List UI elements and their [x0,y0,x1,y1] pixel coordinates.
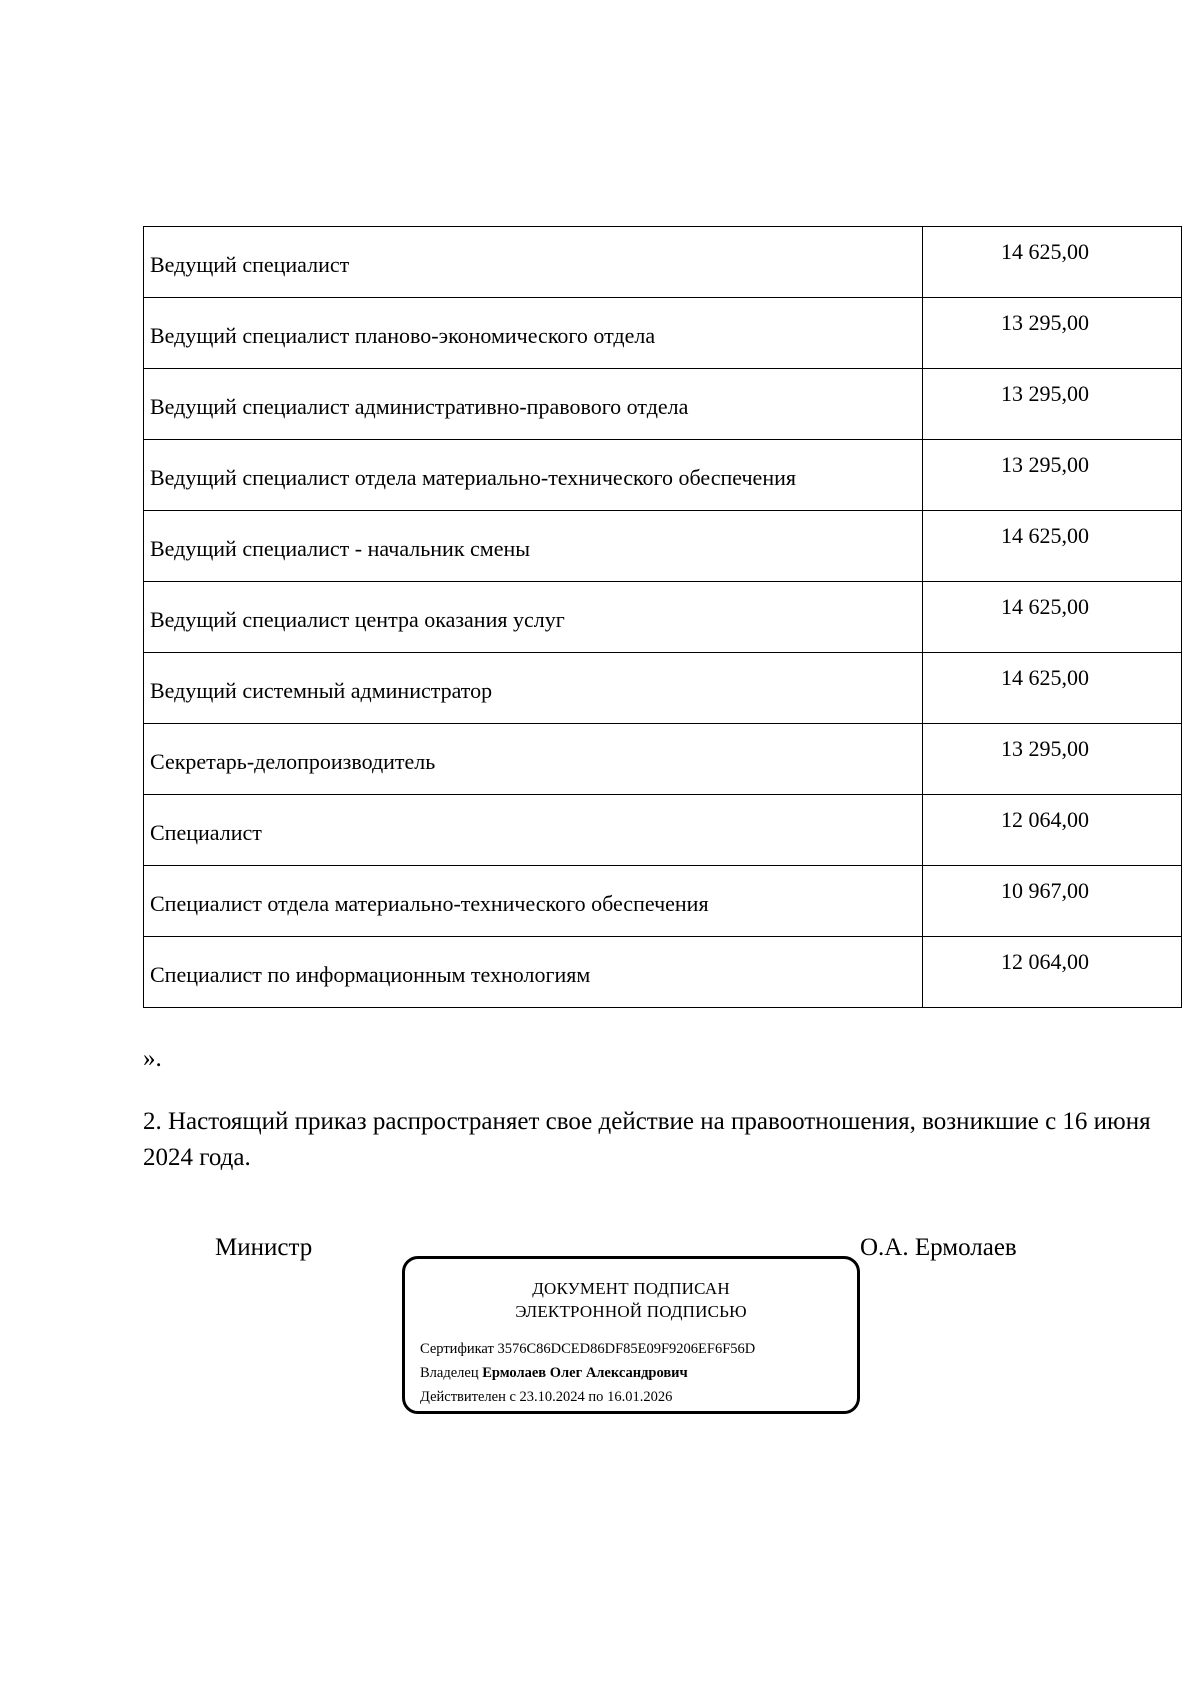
salary-amount-cell: 13 295,00 [923,440,1182,511]
salary-amount-cell: 13 295,00 [923,298,1182,369]
stamp-owner-value: Ермолаев Олег Александрович [482,1365,688,1381]
stamp-header [405,1277,857,1323]
stamp-header-line2: ЭЛЕКТРОННОЙ ПОДПИСЬЮ [515,1302,747,1321]
salary-amount-cell: 14 625,00 [923,511,1182,582]
table-row [144,511,1182,582]
position-name-cell: Ведущий специалист планово-экономического отдела [144,298,923,369]
table-row [144,440,1182,511]
position-name-cell: Ведущий специалист административно-правового отдела [144,369,923,440]
stamp-owner-line [420,1365,688,1382]
stamp-header-line1: ДОКУМЕНТ ПОДПИСАН [532,1279,730,1298]
stamp-owner-label: Владелец [420,1365,479,1381]
stamp-certificate-label: Сертификат [420,1341,494,1357]
stamp-valid-to: 16.01.2026 [607,1389,673,1405]
table-row [144,298,1182,369]
table-row [144,937,1182,1008]
salary-amount-cell: 14 625,00 [923,582,1182,653]
position-name-cell: Специалист [144,795,923,866]
stamp-certificate-value: 3576C86DCED86DF85E09F9206EF6F56D [497,1341,756,1357]
stamp-valid-label: Действителен [420,1389,506,1405]
salary-amount-cell: 14 625,00 [923,653,1182,724]
table-body [144,227,1182,1008]
table-row [144,724,1182,795]
position-name-cell: Специалист по информационным технологиям [144,937,923,1008]
closing-quote: ». [143,1045,162,1072]
table-row [144,866,1182,937]
salary-amount-cell: 13 295,00 [923,724,1182,795]
stamp-validity-line [420,1389,672,1406]
stamp-valid-from: 23.10.2024 [519,1389,585,1405]
electronic-signature-stamp [402,1256,860,1414]
position-name-cell: Секретарь-делопроизводитель [144,724,923,795]
position-name-cell: Ведущий специалист отдела материально-технического обеспечения [144,440,923,511]
position-name-cell: Специалист отдела материально-технического обеспечения [144,866,923,937]
salary-amount-cell: 12 064,00 [923,795,1182,866]
position-name-cell: Ведущий специалист - начальник смены [144,511,923,582]
table-row [144,582,1182,653]
position-name-cell: Ведущий системный администратор [144,653,923,724]
signatory-name: О.А. Ермолаев [860,1234,1017,1261]
salary-amount-cell: 13 295,00 [923,369,1182,440]
table-row [144,795,1182,866]
signatory-title: Министр [215,1234,313,1261]
salary-amount-cell: 14 625,00 [923,227,1182,298]
position-name-cell: Ведущий специалист [144,227,923,298]
stamp-valid-from-prefix: с [509,1389,516,1405]
salary-amount-cell: 12 064,00 [923,937,1182,1008]
positions-salary-table [143,226,1182,1008]
stamp-certificate-line [420,1341,755,1358]
stamp-valid-to-prefix: по [588,1389,604,1405]
paragraph-effective-date: 2. Настоящий приказ распространяет свое действие на правоотношения, возникшие с 16 июня 2024 года. [143,1108,1151,1171]
table-row [144,369,1182,440]
table-row [144,227,1182,298]
salary-amount-cell: 10 967,00 [923,866,1182,937]
position-name-cell: Ведущий специалист центра оказания услуг [144,582,923,653]
table-row [144,653,1182,724]
